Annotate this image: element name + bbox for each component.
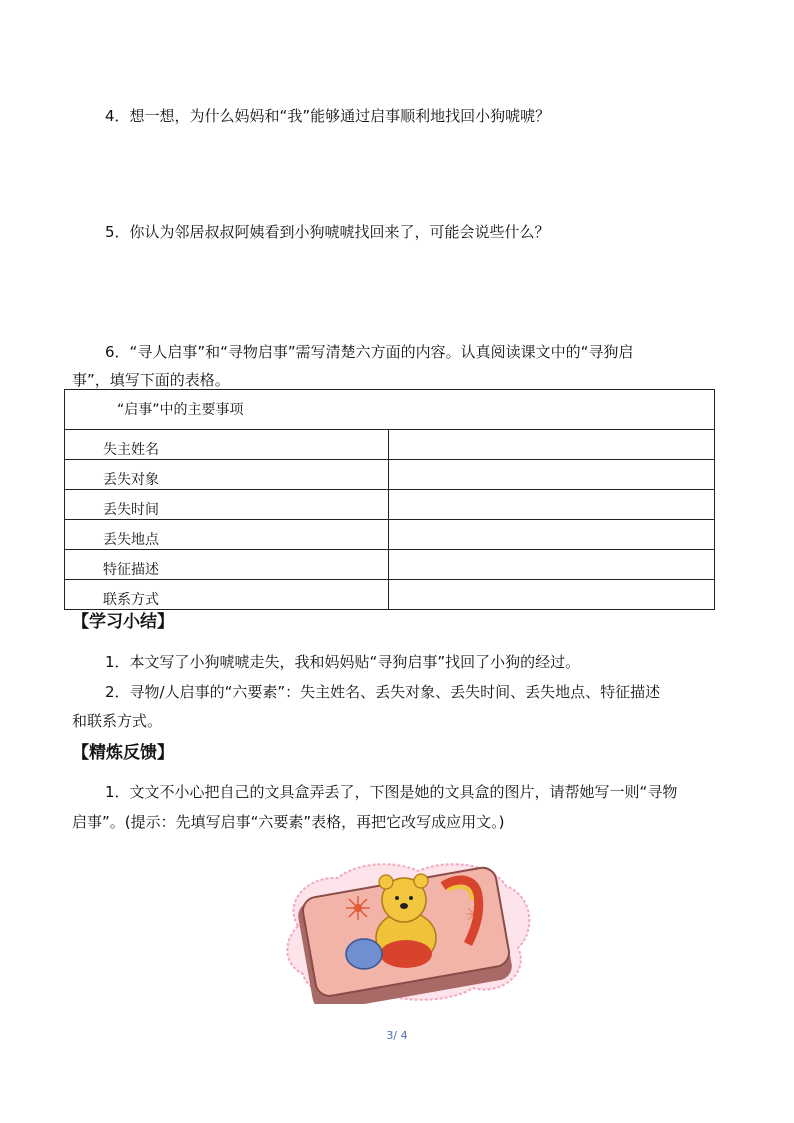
bear-shirt — [380, 940, 432, 968]
bear-ear-left — [379, 875, 393, 889]
table-cell-answer[interactable] — [389, 430, 715, 460]
table-header: “启事”中的主要事项 — [65, 390, 715, 430]
table-cell-label: 特征描述 — [65, 550, 389, 580]
practice-task-line-2: 启事”。(提示：先填写启事“六要素”表格，再把它改写成应用文。) — [72, 813, 505, 831]
question-6-line-2: 事”，填写下面的表格。 — [72, 371, 230, 389]
bear-eye — [395, 896, 399, 900]
bear-ear-right — [414, 874, 428, 888]
summary-heading: 【学习小结】 — [72, 612, 174, 632]
question-4: 4．想一想，为什么妈妈和“我”能够通过启事顺利地找回小狗唬唬？ — [105, 107, 551, 125]
table-cell-label: 丢失地点 — [65, 520, 389, 550]
table-row — [65, 430, 715, 460]
bear-nose — [400, 903, 408, 909]
table-row — [65, 520, 715, 550]
question-6-line-1: 6．“寻人启事”和“寻物启事”需写清楚六方面的内容。认真阅读课文中的“寻狗启 — [105, 343, 634, 361]
notice-elements-table — [64, 389, 715, 610]
page-number: 3/ 4 — [386, 1029, 408, 1042]
table-cell-label: 联系方式 — [65, 580, 389, 610]
table-cell-answer[interactable] — [389, 580, 715, 610]
summary-point-2-line-2: 和联系方式。 — [72, 712, 163, 730]
table-row — [65, 550, 715, 580]
table-cell-label: 丢失时间 — [65, 490, 389, 520]
practice-heading: 【精炼反馈】 — [72, 743, 174, 763]
table-row — [65, 580, 715, 610]
pencil-case-illustration — [278, 856, 536, 1004]
table-row — [65, 490, 715, 520]
practice-task-line-1: 1．文文不小心把自己的文具盒弄丢了，下图是她的文具盒的图片，请帮她写一则“寻物 — [105, 783, 678, 801]
table-cell-answer[interactable] — [389, 520, 715, 550]
summary-point-2-line-1: 2．寻物/人启事的“六要素”：失主姓名、丢失对象、丢失时间、丢失地点、特征描述 — [105, 683, 661, 701]
table-cell-answer[interactable] — [389, 490, 715, 520]
bear-eye — [409, 896, 413, 900]
question-5: 5．你认为邻居叔叔阿姨看到小狗唬唬找回来了，可能会说些什么？ — [105, 223, 550, 241]
table-cell-label: 丢失对象 — [65, 460, 389, 490]
summary-point-1: 1．本文写了小狗唬唬走失，我和妈妈贴“寻狗启事”找回了小狗的经过。 — [105, 653, 581, 671]
table-cell-answer[interactable] — [389, 550, 715, 580]
table-cell-answer[interactable] — [389, 460, 715, 490]
table-row — [65, 460, 715, 490]
flower-decoration — [346, 896, 370, 920]
honey-pot — [346, 939, 382, 969]
table-header-row — [65, 390, 715, 430]
table-cell-label: 失主姓名 — [65, 430, 389, 460]
